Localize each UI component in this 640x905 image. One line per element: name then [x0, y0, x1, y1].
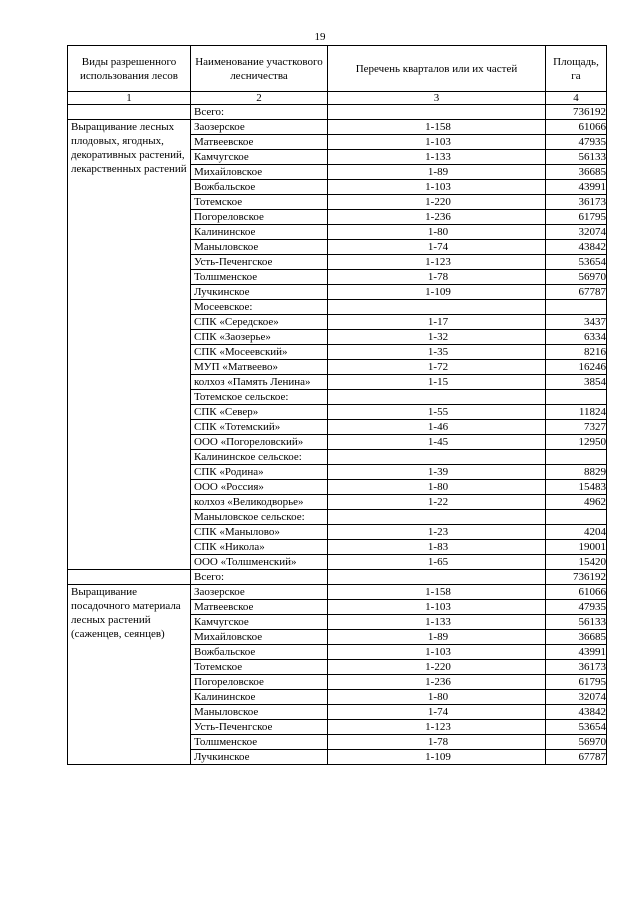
- area-value: 67787: [546, 750, 607, 765]
- forest-use-table: [67, 45, 607, 765]
- table-row: [68, 585, 607, 600]
- empty-cell: [68, 105, 191, 120]
- page-number: 19: [314, 31, 326, 43]
- forestry-name: СПК «Родина»: [191, 465, 328, 480]
- area-value: 47935: [546, 600, 607, 615]
- forestry-name: Матвеевское: [191, 135, 328, 150]
- empty-cell: [68, 570, 191, 585]
- forestry-name: Калининское сельское:: [191, 450, 328, 465]
- quarters-range: 1-80: [328, 225, 546, 240]
- area-value: 8216: [546, 345, 607, 360]
- area-value: 6334: [546, 330, 607, 345]
- quarters-range: 1-65: [328, 555, 546, 570]
- quarters-range: 1-78: [328, 735, 546, 750]
- column-number: 1: [68, 92, 191, 105]
- forestry-name: ООО «Толшменский»: [191, 555, 328, 570]
- quarters-range: 1-133: [328, 615, 546, 630]
- area-value: 8829: [546, 465, 607, 480]
- quarters-range: 1-15: [328, 375, 546, 390]
- area-value: 3854: [546, 375, 607, 390]
- column-number: 3: [328, 92, 546, 105]
- total-label: Всего:: [191, 570, 328, 585]
- total-area: 736192: [546, 105, 607, 120]
- quarters-range: 1-103: [328, 645, 546, 660]
- header-quarters-list: Перечень кварталов или их частей: [328, 46, 546, 92]
- forestry-name: Маныловское: [191, 240, 328, 255]
- area-value: [546, 510, 607, 525]
- quarters-range: [328, 390, 546, 405]
- forestry-name: Михайловское: [191, 165, 328, 180]
- quarters-range: 1-45: [328, 435, 546, 450]
- area-value: 43842: [546, 240, 607, 255]
- forestry-name: Вожбальское: [191, 645, 328, 660]
- quarters-range: 1-109: [328, 750, 546, 765]
- forestry-name: СПК «Манылово»: [191, 525, 328, 540]
- forestry-name: Камчугское: [191, 615, 328, 630]
- area-value: 19001: [546, 540, 607, 555]
- header-use-type: Виды разрешенного использования лесов: [68, 46, 191, 92]
- forestry-name: Матвеевское: [191, 600, 328, 615]
- forestry-name: Калининское: [191, 225, 328, 240]
- use-type-cell: Выращивание лесных плодовых, ягодных, декоративных растений, лекарственных растений: [68, 120, 191, 570]
- area-value: 36173: [546, 195, 607, 210]
- forestry-name: СПК «Тотемский»: [191, 420, 328, 435]
- area-value: 56133: [546, 615, 607, 630]
- quarters-range: 1-236: [328, 675, 546, 690]
- quarters-range: 1-220: [328, 195, 546, 210]
- quarters-range: 1-109: [328, 285, 546, 300]
- area-value: 15483: [546, 480, 607, 495]
- header-row: [68, 46, 607, 92]
- table-row: [68, 120, 607, 135]
- forestry-name: ООО «Россия»: [191, 480, 328, 495]
- area-value: [546, 450, 607, 465]
- area-value: 43842: [546, 705, 607, 720]
- forestry-name: Толшменское: [191, 270, 328, 285]
- quarters-range: 1-123: [328, 720, 546, 735]
- column-number: 4: [546, 92, 607, 105]
- quarters-range: [328, 450, 546, 465]
- quarters-range: 1-158: [328, 120, 546, 135]
- quarters-range: 1-32: [328, 330, 546, 345]
- area-value: [546, 300, 607, 315]
- area-value: 32074: [546, 690, 607, 705]
- area-value: 11824: [546, 405, 607, 420]
- area-value: 36685: [546, 630, 607, 645]
- quarters-range: 1-133: [328, 150, 546, 165]
- empty-cell: [328, 570, 546, 585]
- quarters-range: 1-78: [328, 270, 546, 285]
- forestry-name: Заозерское: [191, 120, 328, 135]
- area-value: 7327: [546, 420, 607, 435]
- forestry-name: Маныловское сельское:: [191, 510, 328, 525]
- quarters-range: 1-46: [328, 420, 546, 435]
- forestry-name: Вожбальское: [191, 180, 328, 195]
- total-area: 736192: [546, 570, 607, 585]
- header-area: Площадь, га: [546, 46, 607, 92]
- area-value: 61795: [546, 210, 607, 225]
- forestry-name: Погореловское: [191, 675, 328, 690]
- quarters-range: 1-35: [328, 345, 546, 360]
- column-number: 2: [191, 92, 328, 105]
- forestry-name: СПК «Заозерье»: [191, 330, 328, 345]
- forestry-name: Тотемское сельское:: [191, 390, 328, 405]
- area-value: 53654: [546, 720, 607, 735]
- empty-cell: [328, 105, 546, 120]
- forestry-name: СПК «Мосеевский»: [191, 345, 328, 360]
- quarters-range: 1-89: [328, 165, 546, 180]
- total-label: Всего:: [191, 105, 328, 120]
- forestry-name: Мосеевское:: [191, 300, 328, 315]
- quarters-range: 1-158: [328, 585, 546, 600]
- area-value: 4204: [546, 525, 607, 540]
- forestry-name: колхоз «Память Ленина»: [191, 375, 328, 390]
- area-value: 32074: [546, 225, 607, 240]
- forestry-name: Лучкинское: [191, 285, 328, 300]
- area-value: 36173: [546, 660, 607, 675]
- quarters-range: 1-80: [328, 690, 546, 705]
- forestry-name: Усть-Печенгское: [191, 255, 328, 270]
- quarters-range: 1-39: [328, 465, 546, 480]
- area-value: 15420: [546, 555, 607, 570]
- forestry-name: Камчугское: [191, 150, 328, 165]
- area-value: 56970: [546, 270, 607, 285]
- area-value: 56970: [546, 735, 607, 750]
- forestry-name: Лучкинское: [191, 750, 328, 765]
- quarters-range: 1-72: [328, 360, 546, 375]
- quarters-range: 1-74: [328, 240, 546, 255]
- area-value: 53654: [546, 255, 607, 270]
- area-value: 61066: [546, 120, 607, 135]
- area-value: 61066: [546, 585, 607, 600]
- quarters-range: 1-80: [328, 480, 546, 495]
- forestry-name: Тотемское: [191, 195, 328, 210]
- quarters-range: 1-220: [328, 660, 546, 675]
- area-value: 43991: [546, 645, 607, 660]
- table-body: [68, 105, 607, 765]
- total-row: [68, 570, 607, 585]
- forestry-name: Михайловское: [191, 630, 328, 645]
- quarters-range: 1-23: [328, 525, 546, 540]
- quarters-range: 1-103: [328, 135, 546, 150]
- area-value: 67787: [546, 285, 607, 300]
- forestry-name: колхоз «Великодворье»: [191, 495, 328, 510]
- quarters-range: [328, 300, 546, 315]
- total-row: [68, 105, 607, 120]
- quarters-range: 1-89: [328, 630, 546, 645]
- quarters-range: 1-17: [328, 315, 546, 330]
- column-number-row: [68, 92, 607, 105]
- quarters-range: 1-103: [328, 180, 546, 195]
- forestry-name: Усть-Печенгское: [191, 720, 328, 735]
- quarters-range: 1-74: [328, 705, 546, 720]
- quarters-range: 1-83: [328, 540, 546, 555]
- use-type-cell: Выращивание посадочного материала лесных растений (саженцев, сеянцев): [68, 585, 191, 765]
- area-value: 12950: [546, 435, 607, 450]
- forestry-name: СПК «Середское»: [191, 315, 328, 330]
- quarters-range: 1-236: [328, 210, 546, 225]
- quarters-range: 1-103: [328, 600, 546, 615]
- quarters-range: 1-123: [328, 255, 546, 270]
- header-forestry-district: Наименование участкового лесничества: [191, 46, 328, 92]
- area-value: 4962: [546, 495, 607, 510]
- forestry-name: Маныловское: [191, 705, 328, 720]
- area-value: 56133: [546, 150, 607, 165]
- forestry-name: Тотемское: [191, 660, 328, 675]
- area-value: 61795: [546, 675, 607, 690]
- quarters-range: [328, 510, 546, 525]
- forestry-name: ООО «Погореловский»: [191, 435, 328, 450]
- forestry-name: МУП «Матвеево»: [191, 360, 328, 375]
- forestry-name: Погореловское: [191, 210, 328, 225]
- forestry-name: Заозерское: [191, 585, 328, 600]
- area-value: 3437: [546, 315, 607, 330]
- forestry-name: Калининское: [191, 690, 328, 705]
- area-value: 43991: [546, 180, 607, 195]
- quarters-range: 1-55: [328, 405, 546, 420]
- area-value: 16246: [546, 360, 607, 375]
- area-value: [546, 390, 607, 405]
- forestry-name: СПК «Север»: [191, 405, 328, 420]
- quarters-range: 1-22: [328, 495, 546, 510]
- forestry-name: Толшменское: [191, 735, 328, 750]
- area-value: 47935: [546, 135, 607, 150]
- forestry-name: СПК «Никола»: [191, 540, 328, 555]
- area-value: 36685: [546, 165, 607, 180]
